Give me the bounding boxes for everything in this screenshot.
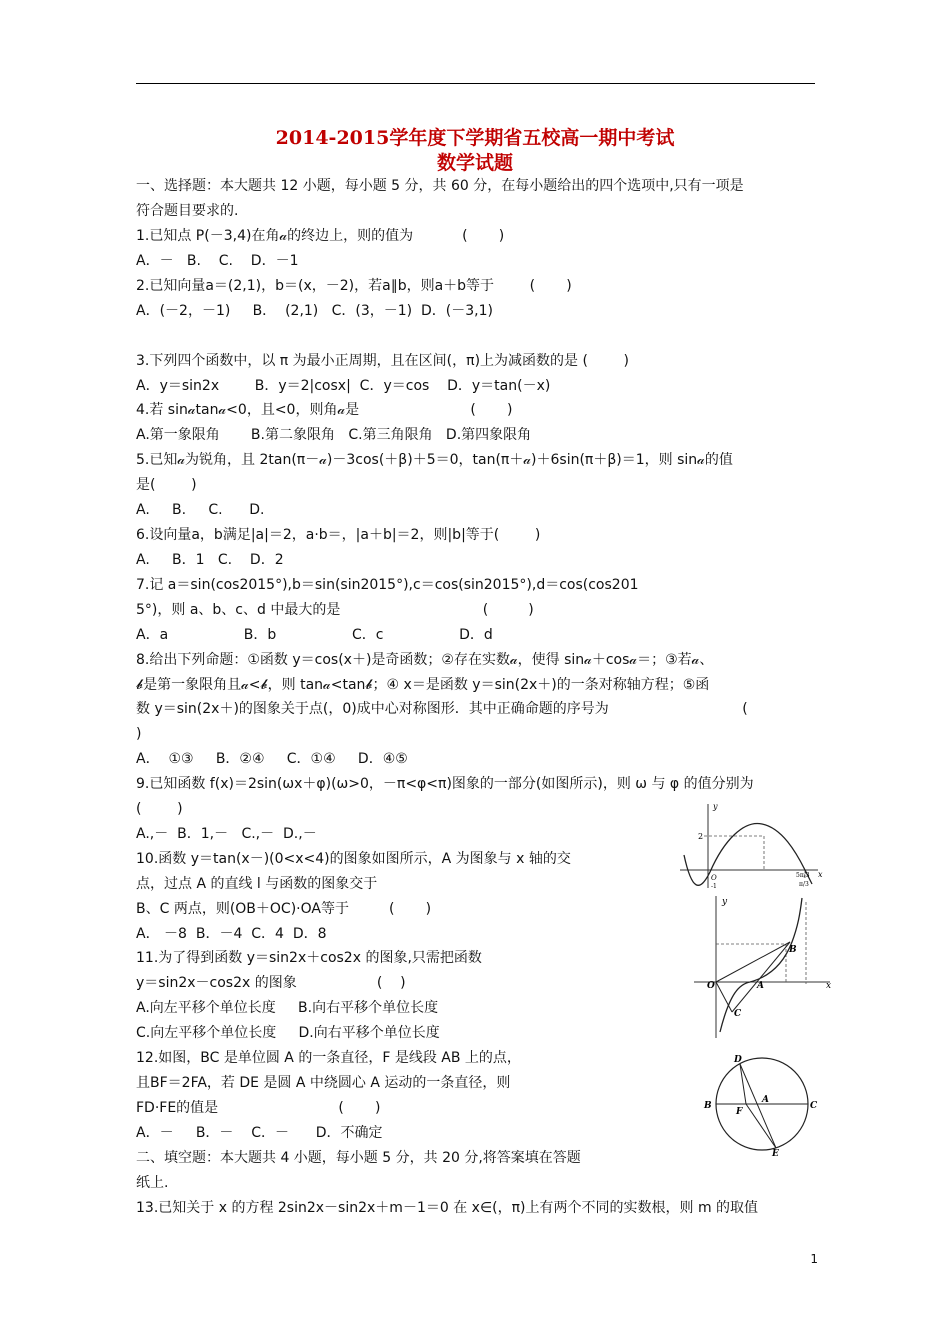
sine-curve — [684, 823, 812, 885]
document-subtitle: 数学试题 — [436, 152, 513, 174]
text-line: 10.函数 y＝tan(x－)(0<x<4)的图象如图所示，A 为图象与 x 轴的交 — [136, 851, 571, 867]
text-line: 9.已知函数 f(x)＝2sin(ωx＋φ)(ω>0，－π<φ<π)图象的一部分(如图所示)，则 ω 与 φ 的值分别为 — [136, 776, 754, 792]
text-line: 是( ) — [136, 477, 197, 493]
fig2-label: B — [789, 945, 797, 955]
line-l — [732, 942, 790, 1012]
fig2-label: O — [707, 981, 715, 991]
text-line: 2.已知向量a＝(2,1)，b＝(x，－2)，若a∥b，则a＋b等于 ( ) — [136, 278, 572, 294]
fig2-label: A — [757, 981, 764, 991]
text-line: A．－ B. C. D．－1 — [136, 253, 299, 269]
text-line: 11.为了得到函数 y＝sin2x＋cos2x 的图象,只需把函数 — [136, 950, 482, 966]
fig3-label: B — [704, 1101, 712, 1111]
fig2-label: x — [826, 981, 832, 991]
text-line: ) — [136, 726, 142, 742]
text-line: ( ) — [136, 801, 183, 817]
text-line: 12.如图，BC 是单位圆 A 的一条直径，F 是线段 AB 上的点， — [136, 1050, 521, 1066]
sine-graph-figure — [678, 800, 823, 892]
unit-circle-figure — [700, 1050, 822, 1158]
text-line: 符合题目要求的. — [136, 203, 239, 219]
fig3-label: E — [772, 1149, 779, 1159]
text-line: C.向左平移个单位长度 D.向右平移个单位长度 — [136, 1025, 440, 1041]
text-line: A． ①③ B．②④ C．①④ D．④⑤ — [136, 751, 408, 767]
fig3-label: F — [736, 1107, 743, 1117]
page-number: 1 — [810, 1252, 818, 1266]
text-line: A.,－ B．1,－ C.,－ D.,－ — [136, 826, 317, 842]
text-line: 8.给出下列命题：①函数 y＝cos(x＋)是奇函数；②存在实数𝒶，使得 sin𝒶＋cos𝒶＝；③若𝒶、 — [136, 652, 714, 668]
fig1-label: 2 — [698, 832, 704, 841]
text-line: 5°)，则 a、b、c、d 中最大的是 ( ) — [136, 602, 534, 618]
text-line: A. B．1 C. D．2 — [136, 552, 284, 568]
text-line: A．a B．b C．c D．d — [136, 627, 493, 643]
text-line: 4.若 sin𝒶tan𝒶<0，且<0，则角𝒶是 ( ) — [136, 402, 513, 418]
vector-ob — [716, 942, 790, 982]
fig3-label: A — [762, 1095, 769, 1105]
text-line: A.向左平移个单位长度 B.向右平移个单位长度 — [136, 1000, 439, 1016]
fig1-label: y — [713, 802, 718, 811]
fig1-label: -1 — [711, 883, 717, 890]
text-line: y＝sin2x－cos2x 的图象 ( ) — [136, 975, 406, 991]
text-line: 5.已知𝒶为锐角，且 2tan(π－𝒶)－3cos(＋β)＋5＝0，tan(π＋𝒶)＋6sin(π＋β)＝1，则 sin𝒶的值 — [136, 452, 733, 468]
text-line: 点，过点 A 的直线 l 与函数的图象交于 — [136, 876, 378, 892]
fig3-label: C — [810, 1101, 818, 1111]
header-rule — [136, 83, 815, 84]
text-line: A． －8 B．－4 C．4 D．8 — [136, 926, 327, 942]
vector-oc — [716, 982, 732, 1012]
text-line: A.第一象限角 B.第二象限角 C.第三角限角 D.第四象限角 — [136, 427, 532, 443]
fig1-label: O — [711, 874, 717, 882]
fig1-label: 5π/3 — [796, 872, 810, 879]
text-line: 13.已知关于 x 的方程 2sin2x－sin2x＋m－1＝0 在 x∈(，π)上有两个不同的实数根，则 m 的取值 — [136, 1200, 759, 1216]
fig1-label: π/3 — [799, 881, 809, 888]
text-line: 𝓫是第一象限角且𝒶<𝓫，则 tan𝒶<tan𝓫；④ x＝是函数 y＝sin(2x＋)的一条对称轴方程；⑤函 — [136, 677, 710, 693]
text-line: A．－ B．－ C．－ D．不确定 — [136, 1125, 383, 1141]
fig2-label: C — [734, 1009, 742, 1019]
fig3-label: D — [734, 1055, 742, 1065]
text-line: 数 y＝sin(2x＋)的图象关于点(，0)成中心对称图形．其中正确命题的序号为 ( — [136, 701, 748, 717]
text-line: 1.已知点 P(－3,4)在角𝒶的终边上，则的值为 ( ) — [136, 228, 505, 244]
text-line: FD·FE的值是 ( ) — [136, 1100, 381, 1116]
text-line: A．(－2，－1) B． (2,1) C．(3，－1) D．(－3,1) — [136, 303, 493, 319]
text-line: 一、选择题：本大题共 12 小题，每小题 5 分，共 60 分，在每小题给出的四个选项中,只有一项是 — [136, 178, 744, 194]
text-line: A. B. C. D. — [136, 502, 265, 518]
fig1-label: x — [818, 870, 823, 879]
fig2-label: y — [722, 897, 728, 907]
diameter-de — [740, 1064, 776, 1148]
text-line: 6.设向量a，b满足|a|＝2，a·b＝，|a＋b|＝2，则|b|等于( ) — [136, 527, 541, 543]
document-title: 2014-2015学年度下学期省五校高一期中考试 — [275, 127, 675, 149]
text-line: A．y＝sin2x B．y＝2|cosx| C．y＝cos D．y＝tan(－x) — [136, 378, 551, 394]
tangent-graph-figure — [690, 892, 834, 1040]
text-line: 7.记 a＝sin(cos2015°),b＝sin(sin2015°),c＝cos(sin2015°),d＝cos(cos201 — [136, 577, 639, 593]
segment-fe — [746, 1104, 776, 1148]
text-line: 3.下列四个函数中，以 π 为最小正周期，且在区间(，π)上为减函数的是 ( ) — [136, 353, 630, 369]
text-line: 二、填空题：本大题共 4 小题，每小题 5 分，共 20 分,将答案填在答题 — [136, 1150, 581, 1166]
text-line: 纸上. — [136, 1175, 169, 1191]
text-line: B、C 两点，则(OB＋OC)·OA等于 ( ) — [136, 901, 432, 917]
text-line: 且BF＝2FA，若 DE 是圆 A 中绕圆心 A 运动的一条直径，则 — [136, 1075, 511, 1091]
